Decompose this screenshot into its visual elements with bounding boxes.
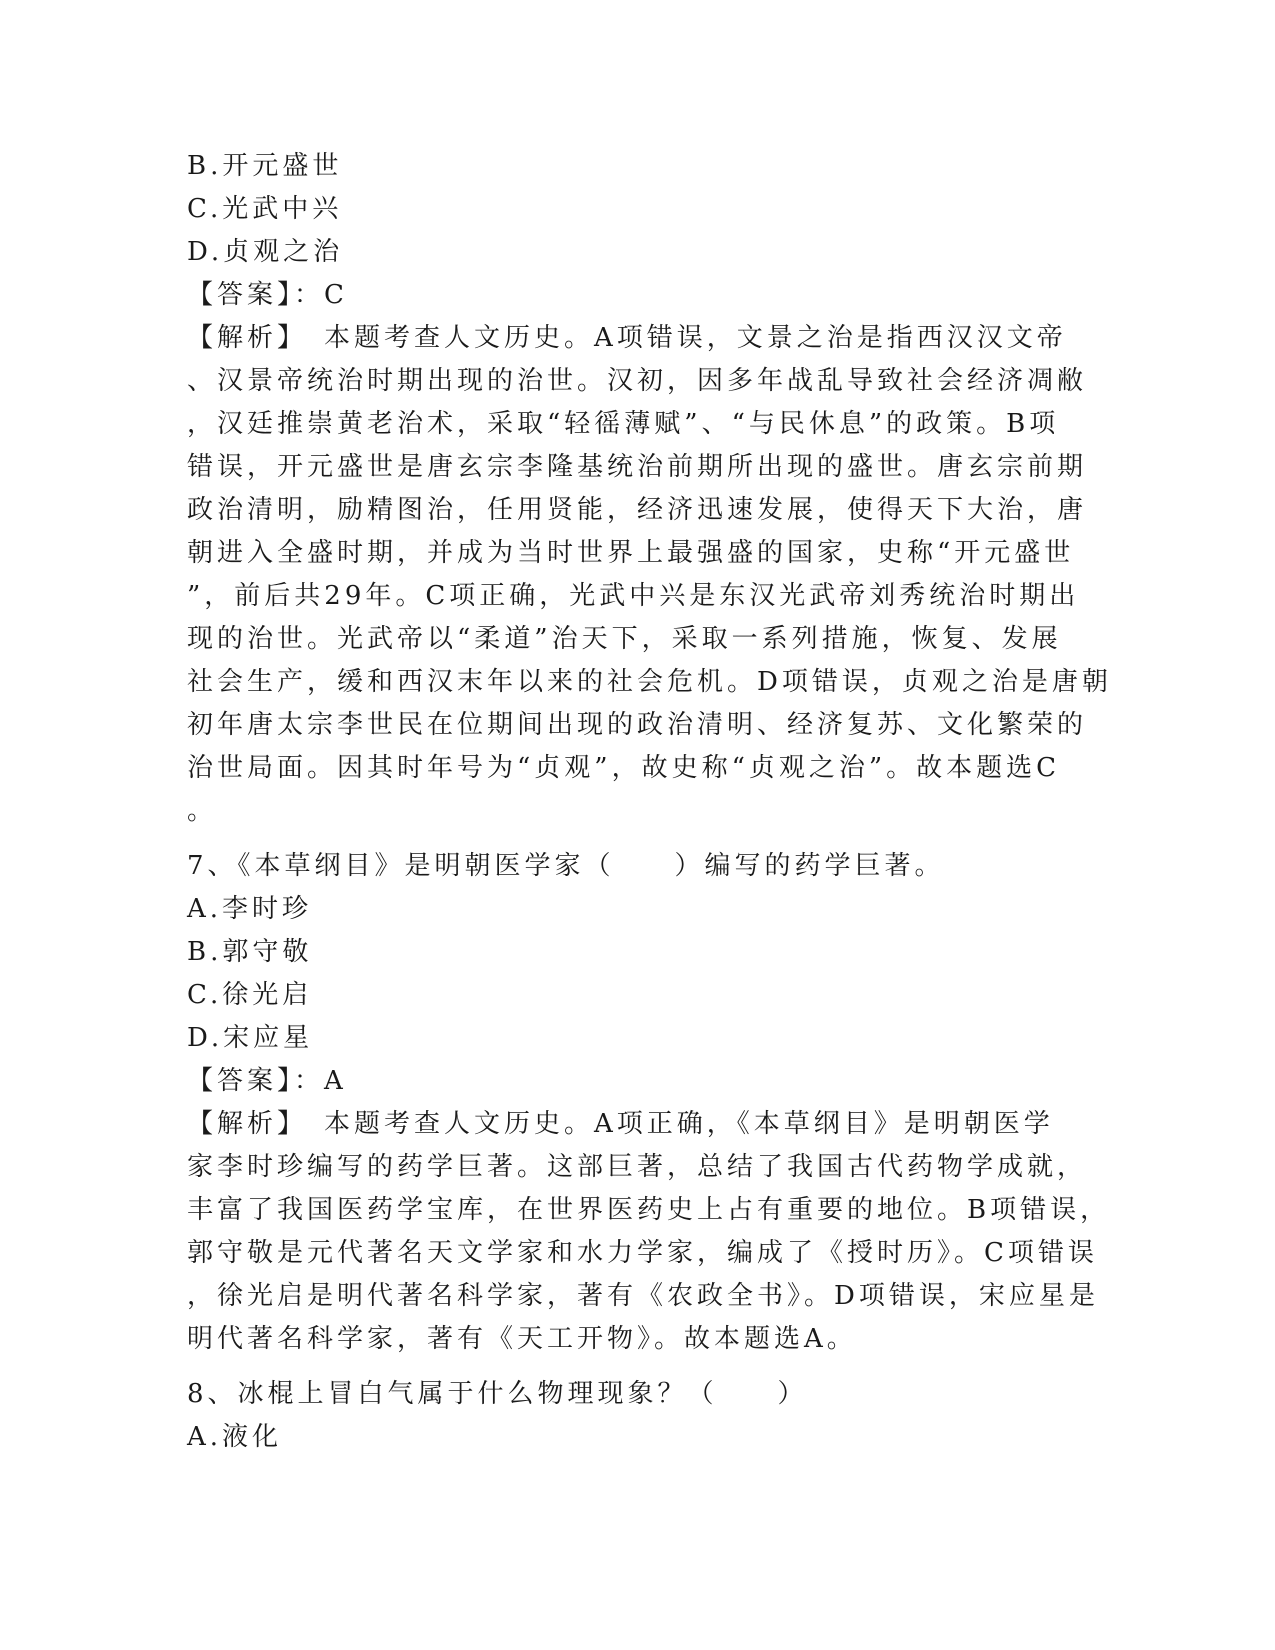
option-a: A.李时珍: [187, 894, 313, 924]
analysis-line: 丰富了我国医药学宝库，在世界医药史上占有重要的地位。B项错误，: [187, 1195, 1111, 1225]
analysis-line: ”，前后共29年。C项正确，光武中兴是东汉光武帝刘秀统治时期出: [187, 581, 1080, 611]
analysis-line: 初年唐太宗李世民在位期间出现的政治清明、经济复苏、文化繁荣的: [187, 710, 1088, 740]
analysis-line: 社会生产，缓和西汉末年以来的社会危机。D项错误，贞观之治是唐朝: [187, 667, 1112, 697]
analysis-line: 。: [187, 796, 218, 826]
option-c: C.徐光启: [187, 980, 313, 1010]
analysis-line: 、汉景帝统治时期出现的治世。汉初，因多年战乱导致社会经济凋敝: [187, 366, 1088, 396]
answer-line: 【答案】：C: [187, 280, 348, 310]
question-7: [187, 845, 1111, 1361]
spacer: [187, 1361, 1082, 1373]
question-8: [187, 1373, 1082, 1459]
analysis-line: ，徐光启是明代著名科学家，著有《农政全书》。D项错误，宋应星是: [187, 1281, 1099, 1311]
analysis-block: [187, 1103, 1111, 1361]
question-6: [187, 145, 1112, 833]
analysis-line: 【解析】 本题考查人文历史。A项错误，文景之治是指西汉汉文帝: [187, 323, 1067, 353]
analysis-line: 朝进入全盛时期，并成为当时世界上最强盛的国家，史称“开元盛世: [187, 538, 1075, 568]
analysis-line: 家李时珍编写的药学巨著。这部巨著，总结了我国古代药物学成就，: [187, 1152, 1088, 1182]
option-d: D.宋应星: [187, 1023, 314, 1053]
page-content: [187, 145, 1112, 1459]
analysis-line: ，汉廷推崇黄老治术，采取“轻徭薄赋”、“与民休息”的政策。B项: [187, 409, 1060, 439]
question-text: 8、冰棍上冒白气属于什么物理现象？（ ）: [187, 1379, 808, 1409]
analysis-line: 【解析】 本题考查人文历史。A项正确，《本草纲目》是明朝医学: [187, 1109, 1054, 1139]
analysis-line: 现的治世。光武帝以“柔道”治天下，采取一系列措施，恢复、发展: [187, 624, 1062, 654]
option-c: C.光武中兴: [187, 194, 343, 224]
answer-line: 【答案】：A: [187, 1066, 347, 1096]
analysis-block: [187, 317, 1112, 833]
option-b: B.开元盛世: [187, 151, 343, 181]
question-text: 7、《本草纲目》是明朝医学家（ ）编写的药学巨著。: [187, 851, 945, 881]
option-b: B.郭守敬: [187, 937, 313, 967]
option-a: A.液化: [187, 1422, 283, 1452]
spacer: [187, 833, 1082, 845]
analysis-line: 郭守敬是元代著名天文学家和水力学家，编成了《授时历》。C项错误: [187, 1238, 1098, 1268]
analysis-line: 错误，开元盛世是唐玄宗李隆基统治前期所出现的盛世。唐玄宗前期: [187, 452, 1088, 482]
analysis-line: 政治清明，励精图治，任用贤能，经济迅速发展，使得天下大治，唐: [187, 495, 1088, 525]
analysis-line: 治世局面。因其时年号为“贞观”，故史称“贞观之治”。故本题选C: [187, 753, 1061, 783]
analysis-line: 明代著名科学家，著有《天工开物》。故本题选A。: [187, 1324, 857, 1354]
option-d: D.贞观之治: [187, 237, 344, 267]
